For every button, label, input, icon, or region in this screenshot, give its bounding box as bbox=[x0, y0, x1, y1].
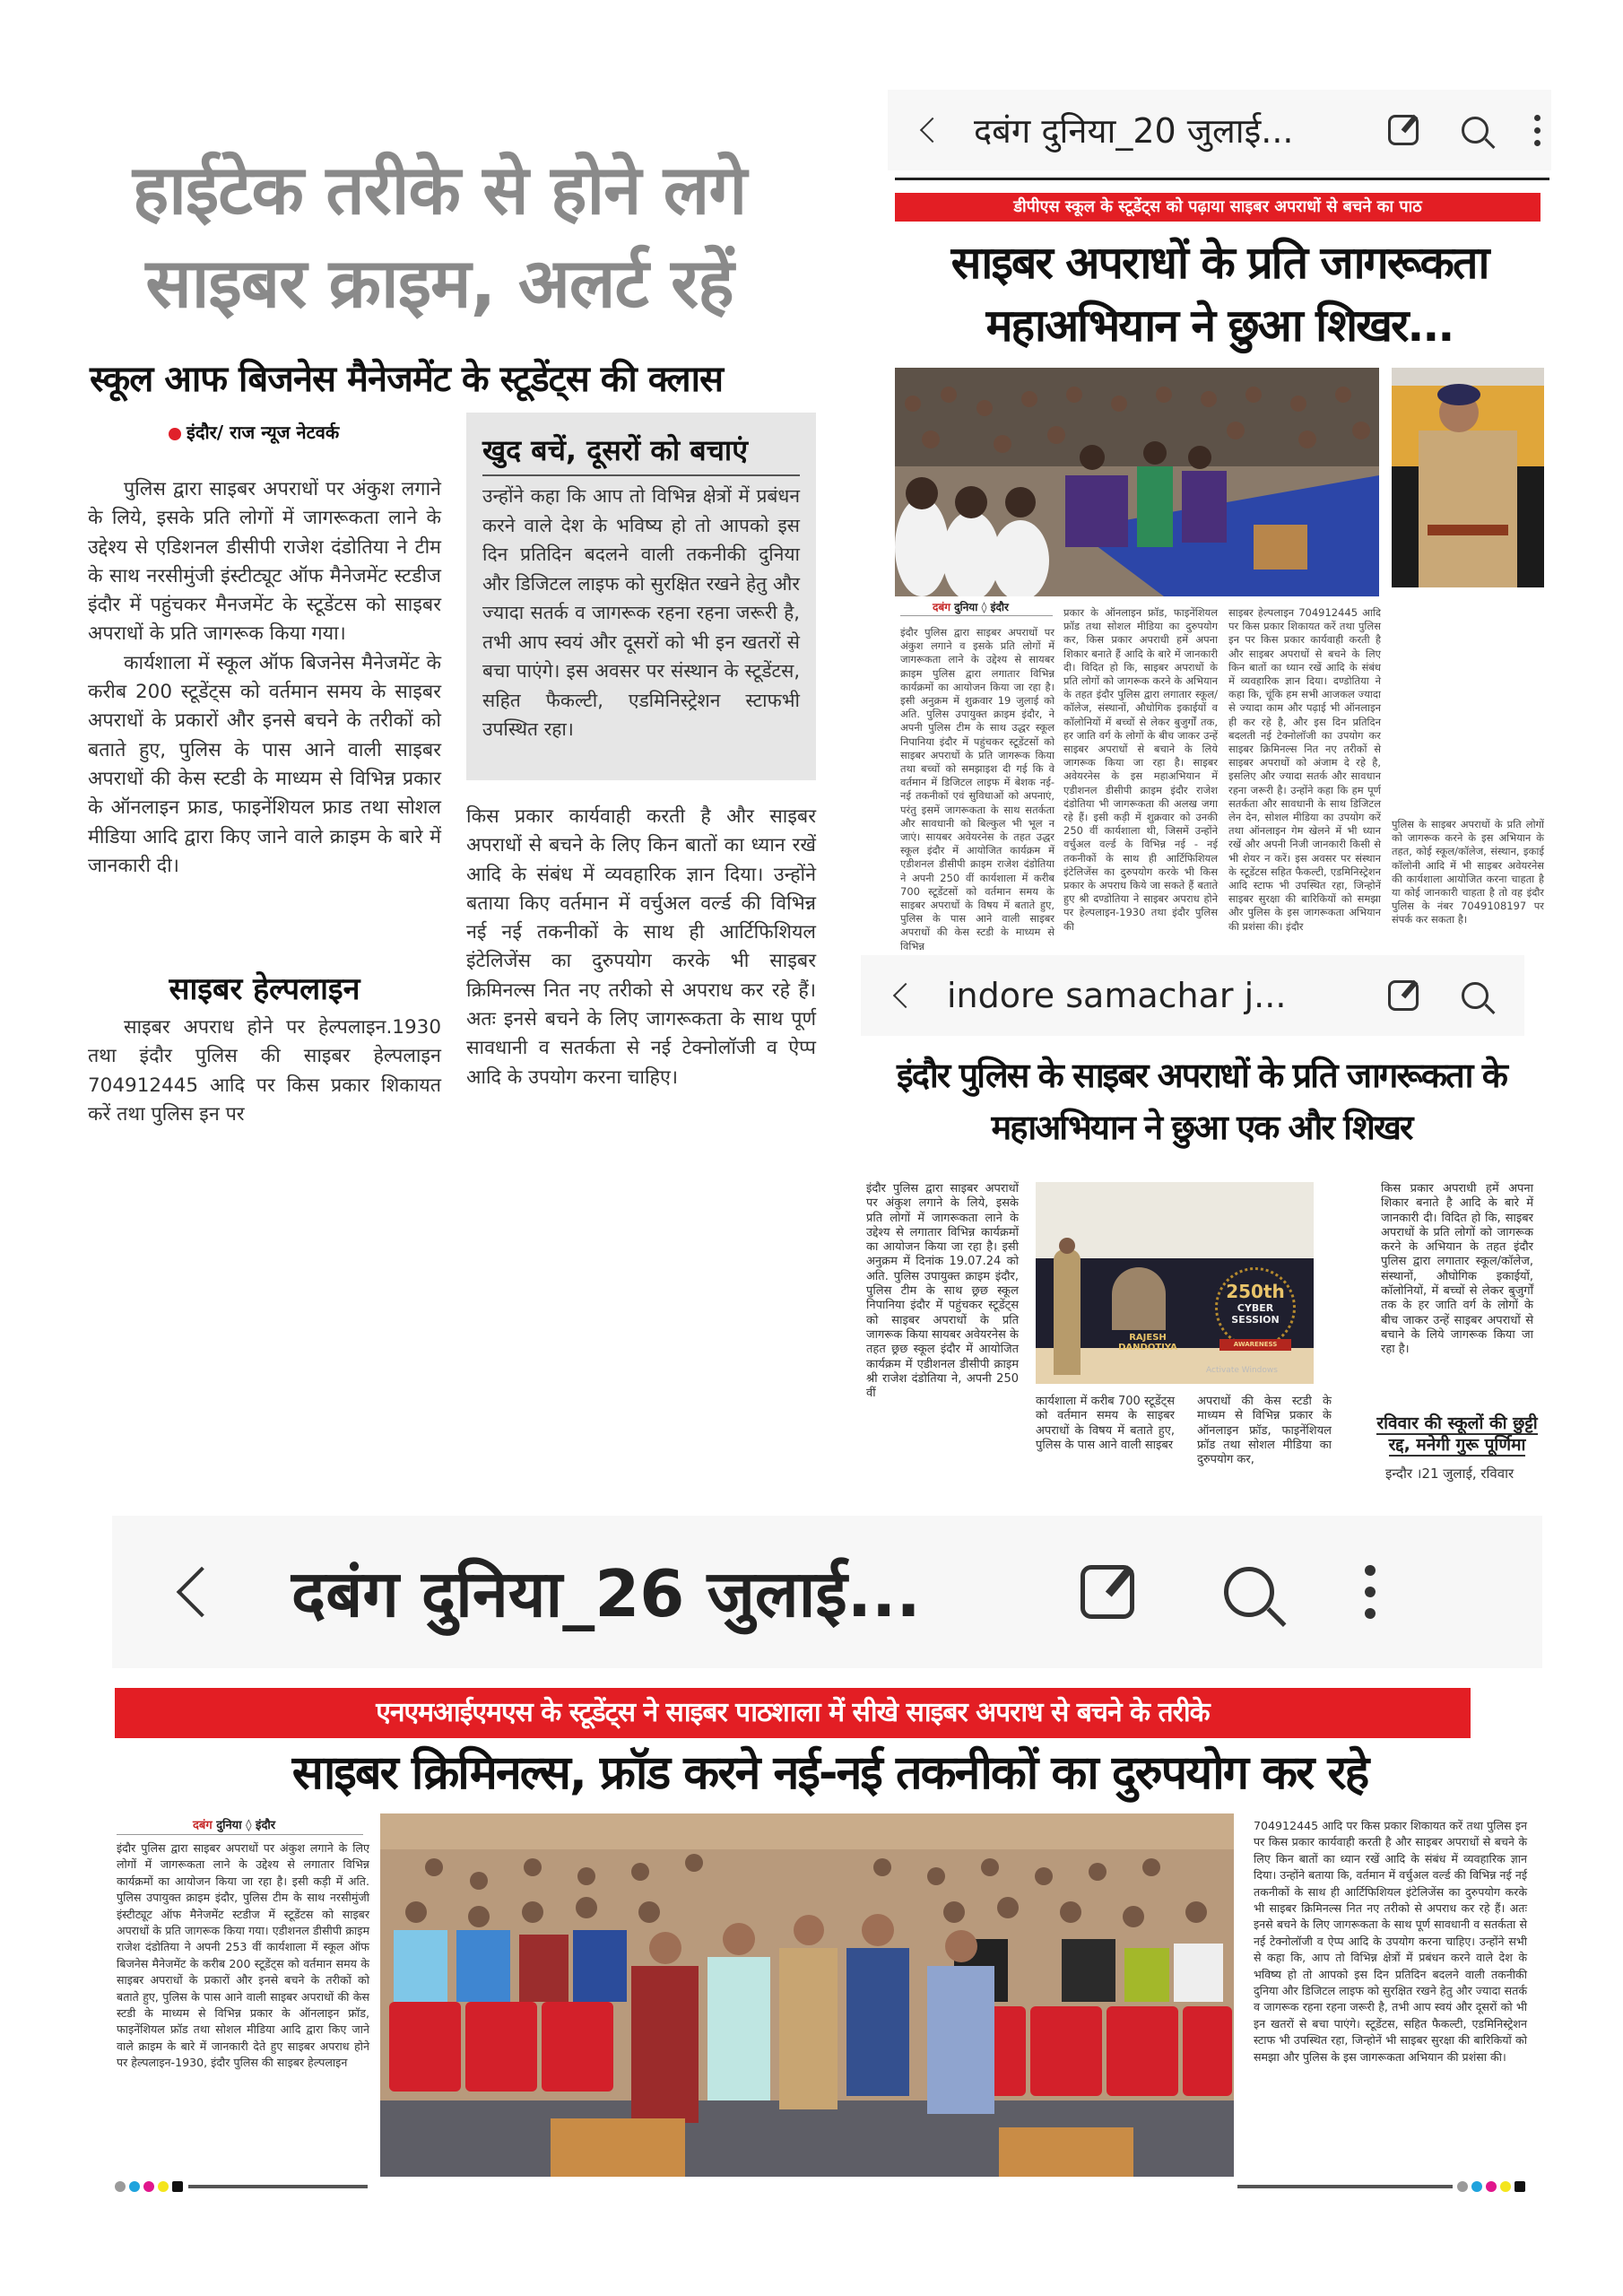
clip3-column-d: किस प्रकार अपराधी हमें अपना शिकार बनाते है आदि के बारे में जानकारी दी। विदित हो कि, साइबर अपराधों के प्रति लोगों को जागरूक करने के अभियान के तहत इंदौर पुलिस द्वारा लगातार स्कूल/कॉलेज, संस्थानों, औघोगिक इकाईयों, कॉलोनियों, में बच्चों से लेकर बुजुर्गों तक के हर जाति वर्ग के लोगों के बीच जाकर उन्हें साइबर अपराधों से बचाने के लिये जागरूक किया जा रहा है। bbox=[1381, 1182, 1533, 1357]
badge-line-2: SESSION bbox=[1231, 1314, 1280, 1326]
clip4-column-a: इंदौर पुलिस द्वारा साइबर अपराधों पर अंकुश लगाने के लिए लोगों में जागरूकता लाने के उद्देश्य से लगातार विभिन्न कार्यक्रमों का आयोजन किया जा रहा है। इसी कड़ी में अति. पुलिस उपायुक्त क्राइम इंदौर, पुलिस टीम के साथ नरसीमुंजी इंस्टीट्यूट ऑफ मैनेजमेंट स्टडीज में स्टूडेंटस को साइबर अपराधों के प्रति जागरूक किया गया। एडीशनल डीसीपी क्राइम राजेश दंडोतिया ने अपनी 253 वीं कार्यशाला में स्कूल ऑफ बिजनेस मैनेजमेंट के करीब 200 स्टूडेंट्स को वर्तमान समय के साइबर अपराधों के प्रकारों और इनसे बचने के तरीकों को बताते हुए, पुलिस के पास आने वाली साइबर अपराधों की केस स्टडी के माध्यम से विभिन्न प्रकार के ऑनलाइन फ्रॉड, फाइनेंशियल फ्रॉड तथा सोशल मीडिया आदि द्वारा किए जाने वाले क्राइम के बारे में जानकारी देते हुए साइबर अपराध होने पर हेल्पलाइन-1930, इंदौर पुलिस की साइबर हेल्पलाइन bbox=[117, 1841, 369, 2070]
clip4-red-strap: एनएमआईएमएस के स्टूडेंट्स ने साइबर पाठशाला में सीखे साइबर अपराध से बचने के तरीके bbox=[115, 1688, 1471, 1738]
clip4-credit-line bbox=[193, 1816, 275, 1832]
clip2-audience-photo bbox=[895, 368, 1379, 596]
clip3-app-title: indore samachar j... bbox=[947, 976, 1287, 1015]
search-icon[interactable] bbox=[1462, 117, 1488, 144]
clip2-credit-rest: दुनिया ◊ इंदौर bbox=[954, 601, 1009, 613]
clip2-officer-photo bbox=[1392, 368, 1544, 587]
clip2-app-bar bbox=[888, 90, 1551, 170]
clip3-session-photo bbox=[1036, 1182, 1314, 1384]
reg-cyan-dot-icon bbox=[129, 2181, 140, 2192]
clip2-credit-rule bbox=[900, 615, 1053, 616]
clip4-credit-rule bbox=[117, 1834, 363, 1835]
registration-marks-right bbox=[1457, 2181, 1525, 2192]
badge-number: 250th bbox=[1226, 1281, 1285, 1302]
clip3-column-a: इंदौर पुलिस द्वारा साइबर अपराधों पर अंकुश लगाने के लिये, इसके प्रति लोगों में जागरूकता लाने के उद्देश्य से लगातार विभिन्न कार्यक्रमों का आयोजन किया जा रहा है। इसी अनुक्रम में दिनांक 19.07.24 को अति. पुलिस उपायुक्त क्राइम इंदौर, पुलिस टीम के साथ छ्रछ स्कूल निपानिया इंदौर में पहुंचकर स्टूडेंट्स को साइबर अपराधों के प्रति जागरूक किया सायबर अवेयरनेस के तहत छ्रछ स्कूल इंदौर में आयोजित कार्यक्रम में एडीशनल डीसीपी क्राइम श्री राजेश दंडोतिया ने, अपनी 250 वीं bbox=[866, 1182, 1019, 1401]
clip1-para-3: साइबर अपराध होने पर हेल्पलाइन.1930 तथा इंदौर पुलिस की साइबर हेल्पलाइन 704912445 आदि पर किस प्रकार शिकायत करें तथा पुलिस इन पर bbox=[88, 1016, 441, 1126]
edit-icon[interactable] bbox=[1081, 1565, 1134, 1619]
reg-yellow-dot-icon bbox=[158, 2181, 169, 2192]
clip1-column-1 bbox=[88, 475, 441, 881]
clip2-credit-red: दबंग bbox=[933, 601, 950, 613]
clip4-group-photo bbox=[380, 1813, 1234, 2177]
clip2-red-strap: डीपीएस स्कूल के स्टूडेंट्स को पढ़ाया साइबर अपराधों से बचने का पाठ bbox=[895, 193, 1541, 222]
reg-cyan-dot-icon bbox=[1471, 2181, 1482, 2192]
search-icon[interactable] bbox=[1462, 982, 1488, 1009]
helpline-heading: साइबर हेल्पलाइन bbox=[169, 971, 360, 1007]
back-chevron-icon[interactable] bbox=[177, 1567, 228, 1618]
clip4-credit-red: दबंग bbox=[193, 1819, 213, 1832]
dateline-text: इंदौर/ राज न्यूज नेटवर्क bbox=[187, 422, 340, 443]
reg-grey-dot-icon bbox=[1457, 2181, 1468, 2192]
clip3-column-b: कार्यशाला में करीब 700 स्टूडेंट्स को वर्तमान समय के साइबर अपराधों के विषय में बताते हुए, पुलिस के पास आने वाली साइबर bbox=[1036, 1395, 1175, 1452]
clip4-app-bar bbox=[112, 1516, 1542, 1668]
banner-name: RAJESH DANDOTIYA bbox=[1118, 1333, 1177, 1352]
clip2-column-b: प्रकार के ऑनलाइन फ्रॉड, फाइनेंशियल फ्रॉड तथा सोशल मीडिया का दुरुपयोग कर, किस प्रकार अपराधी हमें अपना शिकार बनाते हैं आदि के बारे में जानकारी दी। विदित हो कि, साइबर अपराधों के प्रति लोगों को जागरूक करने के अभियान के तहत इंदौर पुलिस द्वारा लगातार स्कूल/कॉलेज, संस्थानों, औधोगिक इकाईयों व कॉलोनियों में बच्चों से लेकर बुजुर्गों तक, हर जाति वर्ग के लोगों के बीच जाकर उन्हें साइबर अपराधों से बचाने के लिये जागरूक किया जा रहा है। साइबर अवेयरनेस के इस महाअभियान में एडीशनल डीसीपी क्राइम इंदौर राजेश दंडोतिया भी जागरूकता की अलख जगा रहे हैं। इसी कड़ी में शुक्रवार को उनकी 250 वीं कार्यशाला थी, जिसमें उन्होंने वर्चुअल वर्ल्ड के विभिन्न नई - नई तकनीकों के साथ ही आर्टिफिशियल इंटेलिजेंस का दुरुपयोग करके भी किस प्रकार के अपराध किये जा सकते हैं बताते हुए श्री दण्डोतिया ने साइबर अपराध होने पर हेल्पलाइन-1930 तथा इंदौर पुलिस की bbox=[1063, 606, 1218, 933]
badge-line-1: CYBER bbox=[1237, 1302, 1274, 1314]
clip4-app-title: दबंग दुनिया_26 जुलाई... bbox=[291, 1556, 921, 1631]
clip2-column-a: इंदौर पुलिस द्वारा साइबर अपराधों पर अंकुश लगाने व इसके प्रति लोगों में जागरूकता लाने के उद्देश्य से सायबर क्राइम पुलिस द्वारा लगातार विभिन्न कार्यक्रमों का आयोजन किया जा रहा है। इसी अनुक्रम में शुक्रवार 19 जुलाई को अति. पुलिस उपायुक्त क्राइम इंदौर, ने अपनी पुलिस टीम के साथ उद्धर स्कूल निपानिया इंदौर में पहुंचकर स्टूडेंटसों को साइबर अपराधों के प्रति जागरूक किया तथा बच्चों को समझाइश दी गई कि वे वर्तमान में डिजिटल लाइफ में बेशक नई-नई तकनीकों एवं सुविधाओं को अपनाएं, परंतु इसमें जागरूकता के साथ सतर्कता और सावधानी को बिल्कुल भी भूल न जाएं। सायबर अवेयरनेस के तहत उद्धर स्कूल इंदौर में आयोजित कार्यक्रम में एडीशनल डीसीपी क्राइम राजेश दंडोतिया ने अपनी 250 वीं कार्यशाला में करीब 700 स्टूडेंटसों को वर्तमान समय के साइबर अपराधों के विषय में बताते हुए, पुलिस के पास आने वाली साइबर अपराधों की केस स्टडी के माध्यम से विभिन्न bbox=[900, 626, 1055, 952]
reg-black-square-icon bbox=[1515, 2181, 1525, 2192]
reg-yellow-dot-icon bbox=[1500, 2181, 1511, 2192]
sidebar-box-text: उन्होंने कहा कि आप तो विभिन्न क्षेत्रों में प्रबंधन करने वाले देश के भविष्य हो तो आपको इस दिन प्रतिदिन बदलने वाली तकनीकी दुनिया और डिजिटल लाइफ को सुरक्षित रखने हेतु और ज्यादा सतर्क व जागरूक रहना रहना जरूरी है, तभी आप स्वयं और दूसरों को भी इन खतरों से बचा पाएंगे। इस अवसर पर संस्थान के स्टूडेंटस, सहित फैकल्टी, एडमिनिस्ट्रेशन स्टाफभी उपस्थित रहा। bbox=[482, 485, 800, 740]
clip2-app-title: दबंग दुनिया_20 जुलाई... bbox=[974, 111, 1294, 151]
clip3-headline: इंदौर पुलिस के साइबर अपराधों के प्रति जागरूकता के महाअभियान ने छुआ एक और शिखर bbox=[897, 1056, 1506, 1147]
more-options-icon[interactable] bbox=[1533, 115, 1541, 146]
badge-ribbon: AWARENESS bbox=[1219, 1339, 1291, 1351]
search-icon[interactable] bbox=[1224, 1567, 1274, 1617]
clip4-column-b: 704912445 आदि पर किस प्रकार शिकायत करें तथा पुलिस इन पर किस प्रकार कार्यवाही करती है और साइबर अपराधों से बचने के लिए किन बातों का ध्यान रखें आदि के संबंध में व्यवहारिक ज्ञान दिया। उन्होंने बताया कि, वर्तमान में वर्चुअल वर्ल्ड की विभिन्न नई नई तकनीकों के साथ ही आर्टिफिशियल इंटेलिजेंस का दुरुपयोग करके भी साइबर क्रिमिनल्स नित नए तरीको से अपराध कर रहे हैं। अतः इनसे बचने के लिए जागरूकता के साथ पूर्ण सावधानी व सतर्कता से नई टेक्नोलॉजी व ऐप्प आदि के उपयोग करना चाहिए। उन्होंने सभी से कहा कि, आप तो विभिन्न क्षेत्रों में प्रबंधन करने वाले देश के भविष्य हो तो आपको इस दिन प्रतिदिन बदलने वाली तकनीकी दुनिया और डिजिटल लाइफ को सुरक्षित रखने हेतु और ज्यादा सतर्क व जागरूक रहना रहना जरूरी है, तभी आप स्वयं और दूसरों को भी इन खतरों से बचा पाएंगे। स्टूडेंटस, सहित फैकल्टी, एडमिनिस्ट्रेशन स्टाफ भी उपस्थित रहा, जिन्होनें भी साइबर सुरक्षा की बारिकियों को समझा और पुलिस के इस जागरूकता अभियान की प्रशंसा की। bbox=[1254, 1819, 1527, 2064]
clip1-dateline bbox=[169, 420, 339, 444]
edit-icon[interactable] bbox=[1388, 115, 1419, 145]
clip1-para-1: पुलिस द्वारा साइबर अपराधों पर अंकुश लगाने के लिये, इसके प्रति लोगों में जागरूकता लाने के उद्देश्य से एडिशनल डीसीपी राजेश दंडोतिया ने टीम के साथ नरसीमुंजी इंस्टीट्यूट ऑफ मैनेजमेंट स्टडीज इंदौर में पहुंचकर मैनजमेंट के स्टूडेंटस को साइबर अपराधों के प्रति जागरूक किया गया। bbox=[88, 478, 441, 646]
clip1-sidebar-box bbox=[466, 413, 816, 780]
clip4-headline: साइबर क्रिमिनल्स, फ्रॉड करने नई-नई तकनीकों का दुरुपयोग कर रहे bbox=[291, 1746, 1368, 1800]
watermark: Activate Windows bbox=[1206, 1366, 1278, 1375]
red-bullet-icon bbox=[169, 428, 181, 440]
clip3-side-heading bbox=[1372, 1413, 1542, 1456]
clip2-headline: साइबर अपराधों के प्रति जागरूकता महाअभियान ने छुआ शिखर... bbox=[950, 237, 1488, 352]
registration-line-left bbox=[188, 2185, 368, 2188]
clip1-subheadline: स्कूल आफ बिजनेस मैनेजमेंट के स्टूडेंट्स की क्लास bbox=[90, 359, 724, 400]
clip1-headline: हाईटेक तरीके से होने लगे साइबर क्राइम, अलर्ट रहें bbox=[132, 150, 747, 323]
reg-magenta-dot-icon bbox=[143, 2181, 154, 2192]
reg-grey-dot-icon bbox=[115, 2181, 126, 2192]
clip1-para-4: किस प्रकार कार्यवाही करती है और साइबर अपराधों से बचने के लिए किन बातों का ध्यान रखें आदि के संबंध में व्यवहारिक ज्ञान दिया। उन्होंने बताया किए वर्तमान में वर्चुअल वर्ल्ड की विभिन्न नई नई तकनीकों के साथ ही आर्टिफिशियल इंटेलिजेंस का दुरुपयोग करके भी साइबर क्रिमिनल्स नित नए तरीको से अपराध कर रहे हैं। अतः इनसे बचने के लिए जागरूकता के साथ पूर्ण सावधानी व सतर्कता से नई टेक्नोलॉजी व ऐप्प आदि के उपयोग करना चाहिए। bbox=[466, 805, 816, 1089]
clip1-helpline-text bbox=[88, 1013, 441, 1129]
clip1-para-2: कार्यशाला में स्कूल ऑफ बिजनेस मैनेजमेंट के करीब 200 स्टूडेंट्स को वर्तमान समय के साइबर अपराधों के प्रकारों और इनसे बचने के तरीकों को बताते हुए, पुलिस के पास आने वाली साइबर अपराधों की केस स्टडी के माध्यम से विभिन्न प्रकार के ऑनलाइन फ्राड, फाइनेंशियल फ्राड तथा सोशल मीडिया आदि द्वारा किए जाने वाले क्राइम के बारे में जानकारी दी। bbox=[88, 651, 441, 877]
reg-magenta-dot-icon bbox=[1486, 2181, 1497, 2192]
clip3-side-dateline: इन्दौर ।21 जुलाई, रविवार bbox=[1385, 1465, 1515, 1482]
more-options-icon[interactable] bbox=[1364, 1565, 1376, 1619]
clip3-app-bar bbox=[861, 955, 1524, 1036]
clip2-column-c: साइबर हेल्पलाइन 704912445 आदि पर किस प्रकार शिकायत करें तथा पुलिस इन पर किस प्रकार कार्यवाही करती है और साइबर अपराधों से बचने के लिए किन बातों का ध्यान रखें आदि के संबंध में व्यवहारिक ज्ञान दिया। दण्डोतिया ने कहा कि, चूंकि हम सभी आजकल ज्यादा से ज्यादा काम और पढ़ाई भी ऑनलाइन ही कर रहे है, और इस दिन प्रतिदिन बदलती नई टेक्नोलॉजी का उपयोग कर साइबर क्रिमिनल्स नित नए तरीकों से साइबर अपराधों को अंजाम दे रहे है, इसलिए और ज्यादा सतर्क और सावधान रहना जरूरी है। उन्होंने कहा कि हम पूर्ण सतर्कता और सावधानी के साथ डिजिटल लेन देन, सोशल मीडिया का उपयोग करें तथा ऑनलाइन गेम खेलने में भी ध्यान रखें और अपनी निजी जानकारी किसी से भी शेयर न करें। इस अवसर पर संस्थान के स्टूडेंटस सहित फैकल्टी, एडमिनिस्ट्रेशन आदि स्टाफ भी उपस्थित रहा, जिन्होनें साइबर सुरक्षा की बारिकियों को समझा और पुलिस के इस जागरूकता अभियान की प्रशंसा की। इंदौर bbox=[1228, 606, 1381, 933]
reg-black-square-icon bbox=[172, 2181, 183, 2192]
back-chevron-icon[interactable] bbox=[893, 983, 918, 1008]
clip3-column-c: अपराधों की केस स्टडी के माध्यम से विभिन्न प्रकार के ऑनलाइन फ्रॉड, फाइनेंशियल फ्रॉड तथा सोशल मीडिया का दुरुपयोग कर, bbox=[1197, 1395, 1332, 1467]
registration-marks-left bbox=[115, 2181, 183, 2192]
clip4-credit-rest: दुनिया ◊ इंदौर bbox=[216, 1819, 276, 1832]
registration-line-right bbox=[1237, 2185, 1453, 2188]
sidebar-box-heading: खुद बचें, दूसरों को बचाएं bbox=[482, 430, 800, 476]
clip2-top-rule bbox=[895, 178, 1549, 180]
side-heading-text: रविवार की स्कूलों की छुट्टी रद्द, मनेगी गुरू पूर्णिमा bbox=[1376, 1413, 1538, 1455]
back-chevron-icon[interactable] bbox=[920, 117, 945, 143]
clip1-column-2 bbox=[466, 803, 816, 1092]
edit-icon[interactable] bbox=[1388, 980, 1419, 1011]
clip2-credit-line bbox=[933, 599, 1009, 614]
clip2-caption: पुलिस के साइबर अपराधों के प्रति लोगों को जागरूक करने के इस अभियान के तहत, कोई स्कूल/कॉलेज, संस्थान, इकाई कॉलोनी आदि में भी साइबर अवेयरनेस की कार्यशाला आयोजित करना चाहता है या कोई जानकारी चाहता है तो वह इंदौर पुलिस के नंबर 7049108197 पर संपर्क कर सकता है। bbox=[1392, 818, 1544, 926]
